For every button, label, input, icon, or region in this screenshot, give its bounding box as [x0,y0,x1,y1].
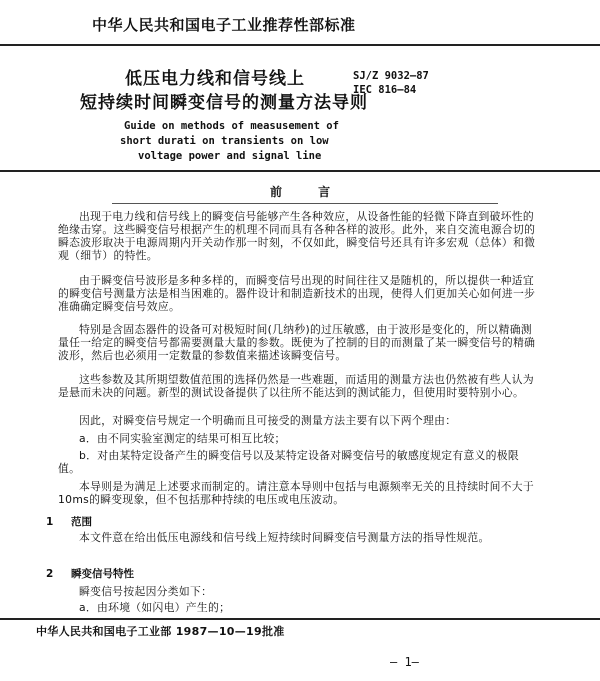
title-rule [0,170,600,172]
title-line-1: 低压电力线和信号线上 [125,69,305,89]
iec-code: IEC 816—84 [353,84,417,96]
standard-org-header: 中华人民共和国电子工业推荐性部标准 [92,16,356,34]
section-2-heading [46,566,134,581]
section-1-title: 范围 [70,516,92,528]
english-title-line-3: voltage power and signal line [138,150,322,162]
section-1-number: 1 [46,516,54,528]
english-title-line-1: Guide on methods of measusement of [124,120,339,132]
standard-code: SJ/Z 9032—87 [353,70,429,82]
section-2-item-a: a．由环境（如闪电）产生的； [79,601,231,614]
section-1-text: 本文件意在给出低压电源线和信号线上短持续时间瞬变信号测量方法的指导性规范。 [79,531,490,544]
footer-rule [0,618,600,620]
title-line-2: 短持续时间瞬变信号的测量方法导则 [80,93,368,113]
section-2-text: 瞬变信号按起因分类如下： [79,585,213,598]
section-2-title: 瞬变信号特性 [70,568,134,580]
reason-a: a．由不同实验室测定的结果可相互比较； [79,432,286,445]
preface-paragraph-4: 这些参数及其所期望数值范围的选择仍然是一些难题，而适用的测量方法也仍然被有些人认为是悬而未决的问题。新型的测试设备提供了以往所不能达到的测试能力，但使用时要特别小心。 [58,373,534,399]
english-title-line-2: short durati on transients on low [120,135,329,147]
preface-closing: 本导则是为满足上述要求而制定的。请注意本导则中包括与电源频率无关的且持续时间不大于10ms的瞬变现象，但不包括那种持续的电压或电压波动。 [58,480,534,506]
preface-paragraph-2: 由于瞬变信号波形是多种多样的，而瞬变信号出现的时间往往又是随机的，所以提供一种适宜的瞬变信号测量方法是相当困难的。器件设计和制造新技术的出现，使得人们更加关心如何进一步准确确定瞬变信号效应。 [58,274,536,313]
preface-heading: 前 言 [270,185,347,199]
preface-divider [112,203,498,204]
header-rule [0,44,600,46]
section-1-heading [46,514,92,529]
preface-paragraph-5: 因此，对瞬变信号规定一个明确而且可接受的测量方法主要有以下两个理由： [79,414,457,427]
preface-paragraph-1: 出现于电力线和信号线上的瞬变信号能够产生各种效应，从设备性能的轻微下降直到破坏性的绝缘击穿。这些瞬变信号根据产生的机理不同而具有各种各样的波形。此外，来自交流电源合切的瞬态波形取决于电源周期内开关动作那一时刻，不仅如此，瞬变信号还具有许多宏观（总体）和微观（细节）的特性。 [58,210,536,262]
approval-line: 中华人民共和国电子工业部 1987—10—19批准 [36,625,285,638]
preface-paragraph-3: 特别是含固态器件的设备可对极短时间(几纳秒)的过压敏感，由于波形是变化的，所以精确测量任一给定的瞬变信号都需要测量大量的参数。既使为了控制的目的而测量了某一瞬变信号的精确波形，然后也必须用一定数量的参数值来描述该瞬变信号。 [58,323,536,362]
reason-b: b．对由某特定设备产生的瞬变信号以及某特定设备对瞬变信号的敏感度规定有意义的极限值。 [58,449,519,475]
section-2-number: 2 [46,568,54,580]
page-number: — 1— [390,655,419,669]
